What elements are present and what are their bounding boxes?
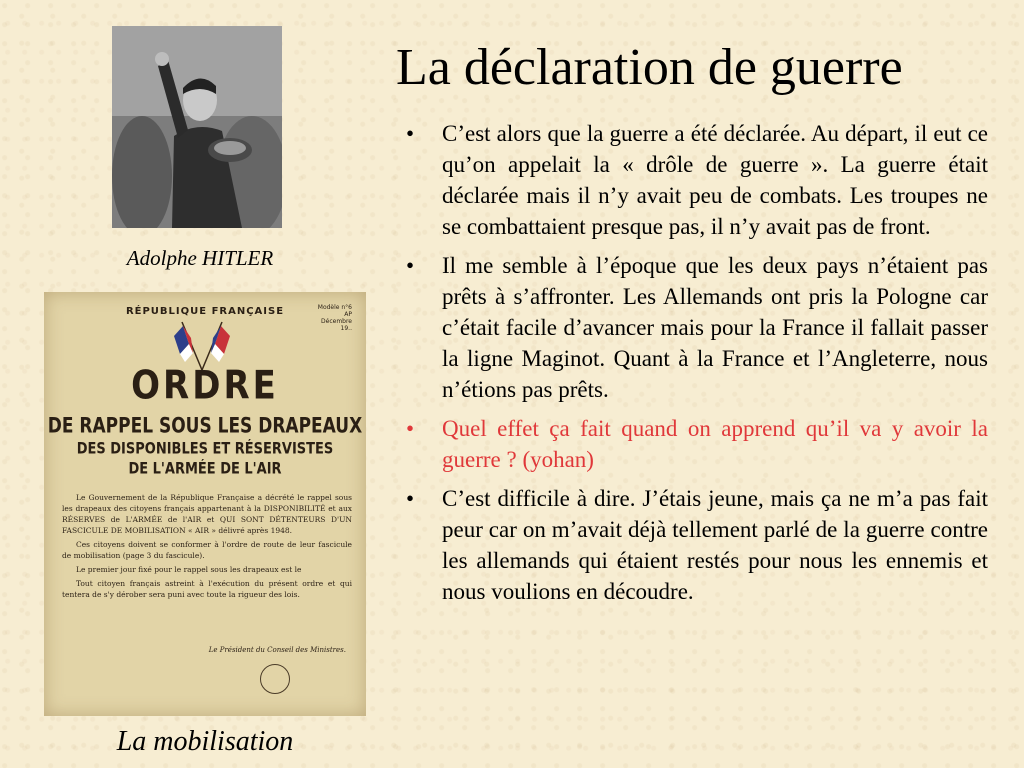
- poster-line-3: DE L'ARMÉE DE L'AIR: [128, 460, 282, 479]
- mobilisation-poster: [44, 292, 366, 716]
- poster-caption: La mobilisation: [116, 726, 294, 757]
- bullet-text: Quel effet ça fait quand on apprend qu’il va y avoir la guerre ? (yohan): [442, 416, 988, 472]
- bullet-item: [406, 483, 988, 607]
- poster-paragraph: Le premier jour fixé pour le rappel sous les drapeaux est le: [76, 565, 302, 574]
- poster-ordre: ORDRE: [131, 363, 279, 409]
- poster-number: Modèle n°6 AP Décembre 19..: [317, 304, 352, 332]
- poster-body: [62, 492, 352, 603]
- poster-paragraph: Ces citoyens doivent se conformer à l'ordre de route de leur fascicule de mobilisation (page 3 du fascicule).: [62, 540, 352, 560]
- seal-icon: [260, 664, 290, 694]
- bullet-list: [406, 118, 988, 615]
- bullet-text: C’est alors que la guerre a été déclarée. Au départ, il eut ce qu’on appelait la « drôle de guerre ». La guerre était déclarée mais il n’y avait peu de combats. Les troupes ne se combattaient presque pas, il n’y avait pas de front.: [442, 121, 988, 239]
- bullet-text: C’est difficile à dire. J’étais jeune, mais ça ne m’a pas fait peur car on m’avait déjà tellement parlé de la guerre contre les allemands qui étaient restés pour nous les ennemis et nous voulions en découdre.: [442, 486, 988, 604]
- bullet-icon: •: [406, 486, 415, 511]
- bullet-icon: •: [406, 121, 415, 146]
- bullet-text: Il me semble à l’époque que les deux pays n’étaient pas prêts à s’affronter. Les Allemands ont pris la Pologne car c’était facile d’avancer mais pour la France il fallait passer la ligne Maginot. Quant à la France et l’Angleterre, nous n’étions pas prêts.: [442, 253, 988, 402]
- poster-line-1: DE RAPPEL SOUS LES DRAPEAUX: [47, 413, 363, 439]
- poster-signature: Le Président du Conseil des Ministres.: [208, 646, 346, 654]
- poster-paragraph: Tout citoyen français astreint à l'exécution du présent ordre et qui tentera de s'y dérober sera puni avec toute la rigueur des lois.: [62, 579, 352, 599]
- poster-header: RÉPUBLIQUE FRANÇAISE: [125, 306, 285, 317]
- bullet-icon: •: [406, 416, 415, 441]
- photo-caption: Adolphe HITLER: [126, 246, 274, 270]
- slide-title: La déclaration de guerre: [396, 39, 903, 96]
- poster-line-2: DES DISPONIBLES ET RÉSERVISTES: [76, 440, 334, 459]
- poster-paragraph: Le Gouvernement de la République Française a décrété le rappel sous les drapeaux des citoyens français appartenant à la DISPONIBILITÉ et aux RÉSERVES de L'ARMÉE de l'AIR et QUI SONT DÉTENTEURS D'UN FASCICULE DE MOBILISATION « AIR » délivré après 1948.: [62, 493, 352, 535]
- bullet-item: [406, 118, 988, 242]
- bullet-item: [406, 250, 988, 405]
- bullet-item-question: [406, 413, 988, 475]
- hitler-photo: [112, 26, 282, 228]
- bullet-icon: •: [406, 253, 415, 278]
